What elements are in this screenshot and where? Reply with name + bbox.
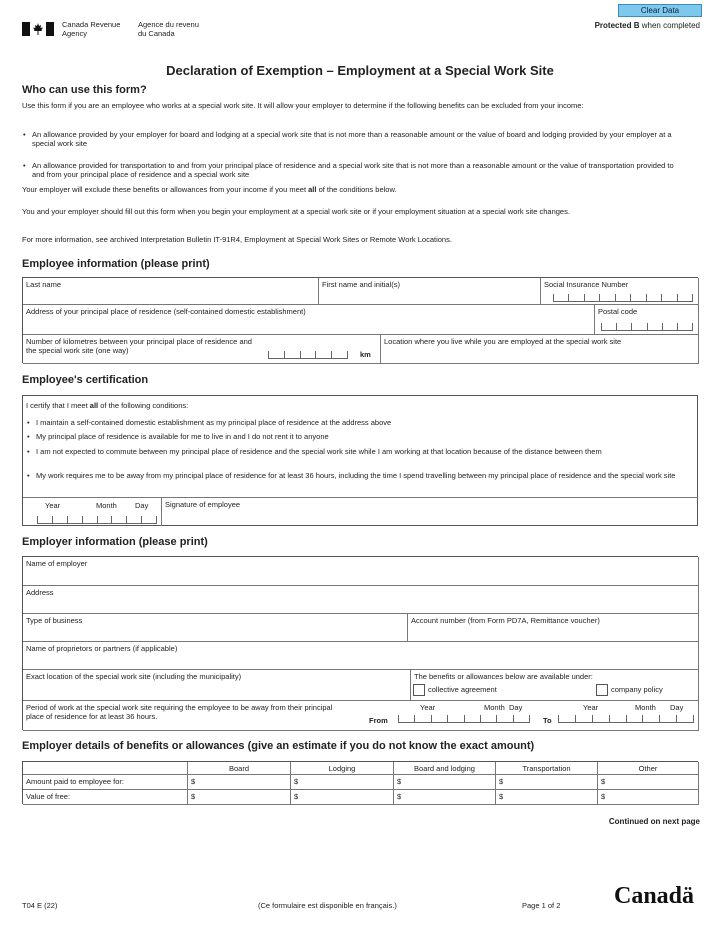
value-other-input[interactable] xyxy=(598,790,699,805)
postal-code-field[interactable] xyxy=(595,305,699,335)
continued-note: Continued on next page xyxy=(608,817,700,826)
dollar-sign: $ xyxy=(294,777,299,786)
proprietors-label: Name of proprietors or partners (if applicable) xyxy=(26,644,178,653)
cert-month-label: Month xyxy=(96,501,117,510)
row-label-amount-paid xyxy=(23,775,188,790)
col-header-other xyxy=(598,762,699,775)
employer-heading: Employer information (please print) xyxy=(22,536,208,548)
km-field[interactable] xyxy=(23,335,381,364)
cert-date-field[interactable] xyxy=(23,497,162,526)
col-header-lodging xyxy=(291,762,394,775)
col-transportation-label: Transportation xyxy=(522,764,571,773)
employer-name-field[interactable] xyxy=(23,557,699,586)
who-exclude xyxy=(22,185,682,194)
benefits-table xyxy=(22,761,698,804)
col-other-label: Other xyxy=(638,764,658,773)
amount-board-input[interactable] xyxy=(188,775,291,790)
employer-address-label: Address xyxy=(26,588,54,597)
details-heading: Employer details of benefits or allowances (give an estimate if you do not know the exact amount) xyxy=(22,740,535,752)
to-day-label: Day xyxy=(670,703,684,712)
agency-name-en: Canada Revenue Agency xyxy=(62,20,121,38)
employer-box xyxy=(22,556,698,730)
value-free-label: Value of free: xyxy=(26,792,71,801)
dollar-sign: $ xyxy=(191,792,196,801)
col-header-board-lodging xyxy=(394,762,496,775)
row-label-value-free xyxy=(23,790,188,805)
collective-agreement-label: collective agreement xyxy=(428,685,497,694)
certification-box xyxy=(22,395,698,526)
condition-3: • I am not expected to commute between my principal place of residence and the special work site while I am working at that location because of the distance between them xyxy=(26,447,676,456)
condition-1: • I maintain a self-contained domestic establishment as my principal place of residence at the address above xyxy=(26,418,676,427)
agency-name-fr: Agence du revenu du Canada xyxy=(138,20,199,38)
col-header-board xyxy=(188,762,291,775)
who-heading: Who can use this form? xyxy=(22,84,147,96)
account-number-label: Account number (from Form PD7A, Remittance voucher) xyxy=(411,616,600,625)
amount-lodging-input[interactable] xyxy=(291,775,394,790)
dollar-sign: $ xyxy=(397,792,402,801)
dollar-sign: $ xyxy=(294,792,299,801)
col-header-transportation xyxy=(496,762,598,775)
who-exclude-all: all xyxy=(308,185,317,194)
work-site-location-field[interactable] xyxy=(23,670,411,701)
canada-flag-icon xyxy=(22,22,54,36)
french-note: (Ce formulaire est disponible en français.) xyxy=(258,901,397,910)
signature-field[interactable] xyxy=(162,497,698,526)
km-digit-boxes xyxy=(268,351,348,359)
who-bullet-1: • An allowance provided by your employer for board and lodging at a special work site that is not more than a reasonable amount or the value of board and lodging provided by your employer at a special work site xyxy=(22,130,682,148)
employer-name-label: Name of employer xyxy=(26,559,88,568)
work-site-location-label: Exact location of the special work site (including the municipality) xyxy=(26,672,242,681)
canada-wordmark: Canadä xyxy=(614,883,695,909)
who-intro: Use this form if you are an employee who works at a special work site. It will allow your employer to determine if the following benefits can be excluded from your income: xyxy=(22,101,584,110)
from-label: From xyxy=(369,716,388,725)
who-exclude-text: Your employer will exclude these benefits or allowances from your income if you meet xyxy=(22,185,307,194)
last-name-label: Last name xyxy=(26,280,62,289)
amount-other-input[interactable] xyxy=(598,775,699,790)
certify-intro xyxy=(26,401,188,410)
certify-all: all xyxy=(89,401,99,410)
last-name-field[interactable] xyxy=(23,278,319,305)
postal-digit-boxes xyxy=(601,323,693,331)
cert-year-label: Year xyxy=(45,501,61,510)
employee-heading: Employee information (please print) xyxy=(22,258,210,270)
dollar-sign: $ xyxy=(601,792,606,801)
benefits-under-cell xyxy=(411,670,699,701)
protected-status xyxy=(595,21,700,31)
col-board-label: Board xyxy=(228,764,249,773)
to-date-boxes xyxy=(558,715,694,723)
km-unit: km xyxy=(360,350,371,359)
table-corner xyxy=(23,762,188,775)
company-policy-label: company policy xyxy=(611,685,663,694)
to-year-label: Year xyxy=(583,703,599,712)
employer-address-field[interactable] xyxy=(23,586,699,614)
dollar-sign: $ xyxy=(499,777,504,786)
employee-box xyxy=(22,277,698,363)
dollar-sign: $ xyxy=(397,777,402,786)
from-year-label: Year xyxy=(420,703,436,712)
certification-heading: Employee's certification xyxy=(22,374,149,386)
dollar-sign: $ xyxy=(499,792,504,801)
who-more: For more information, see archived Interpretation Bulletin IT-91R4, Employment at Special Work Sites or Remote Work Locations. xyxy=(22,235,452,244)
certify-text: I certify that I meet xyxy=(26,401,88,410)
business-type-field[interactable] xyxy=(23,614,408,642)
page-title: Declaration of Exemption – Employment at a Special Work Site xyxy=(166,63,554,78)
who-exclude-end: of the conditions below. xyxy=(318,185,397,194)
condition-2: • My principal place of residence is available for me to live in and I do not rent it to anyone xyxy=(26,432,676,441)
cert-date-boxes xyxy=(37,516,157,524)
from-day-label: Day xyxy=(509,703,523,712)
address-field[interactable] xyxy=(23,305,595,335)
benefits-under-label: The benefits or allowances below are available under: xyxy=(414,672,593,681)
sin-digit-boxes xyxy=(553,294,693,302)
company-policy-checkbox[interactable] xyxy=(596,684,608,696)
first-name-label: First name and initial(s) xyxy=(322,280,400,289)
work-period-label: Period of work at the special work site requiring the employee to be away from their principal place of residence for at least 36 hours. xyxy=(26,703,333,721)
from-month-label: Month xyxy=(484,703,505,712)
cert-day-label: Day xyxy=(135,501,149,510)
to-label: To xyxy=(543,716,552,725)
km-label: Number of kilometres between your principal place of residence and the special work site (one way) xyxy=(26,337,252,355)
form-id: T04 E (22) xyxy=(22,901,58,910)
work-period-field[interactable] xyxy=(23,701,699,731)
dollar-sign: $ xyxy=(191,777,196,786)
certify-end: of the following conditions: xyxy=(100,401,189,410)
col-lodging-label: Lodging xyxy=(328,764,356,773)
address-label: Address of your principal place of residence (self-contained domestic establishment) xyxy=(26,307,306,316)
col-board-lodging-label: Board and lodging xyxy=(414,764,475,773)
postal-code-label: Postal code xyxy=(598,307,638,316)
sin-field[interactable] xyxy=(541,278,699,305)
protected-note: when completed xyxy=(641,21,700,30)
first-name-field[interactable] xyxy=(319,278,541,305)
proprietors-field[interactable] xyxy=(23,642,699,670)
amount-transportation-input[interactable] xyxy=(496,775,598,790)
signature-label: Signature of employee xyxy=(165,500,241,509)
work-location-field[interactable] xyxy=(381,335,699,364)
who-fill: You and your employer should fill out this form when you begin your employment at a special work site or if your employment situation at a special work site changes. xyxy=(22,207,570,216)
clear-data-button[interactable]: Clear Data xyxy=(618,4,702,17)
work-location-label: Location where you live while you are employed at the special work site xyxy=(384,337,622,346)
business-type-label: Type of business xyxy=(26,616,83,625)
amount-paid-label: Amount paid to employee for: xyxy=(26,777,124,786)
value-lodging-input[interactable] xyxy=(291,790,394,805)
condition-4: • My work requires me to be away from my principal place of residence for at least 36 hours, including the time I spend travelling between my principal place of residence and the special work site xyxy=(26,471,676,480)
dollar-sign: $ xyxy=(601,777,606,786)
amount-board-lodging-input[interactable] xyxy=(394,775,496,790)
account-number-field[interactable] xyxy=(408,614,699,642)
page-number: Page 1 of 2 xyxy=(522,901,561,910)
from-date-boxes xyxy=(398,715,530,723)
protected-label: Protected B xyxy=(594,21,640,30)
who-bullet-2: • An allowance provided for transportation to and from your principal place of residence and a special work site that is not more than a reasonable amount or the value of transportation provided to and from your principal place of residence and a special work site xyxy=(22,161,682,179)
sin-label: Social Insurance Number xyxy=(544,280,629,289)
to-month-label: Month xyxy=(635,703,656,712)
value-transportation-input[interactable] xyxy=(496,790,598,805)
collective-agreement-checkbox[interactable] xyxy=(413,684,425,696)
value-board-lodging-input[interactable] xyxy=(394,790,496,805)
value-board-input[interactable] xyxy=(188,790,291,805)
